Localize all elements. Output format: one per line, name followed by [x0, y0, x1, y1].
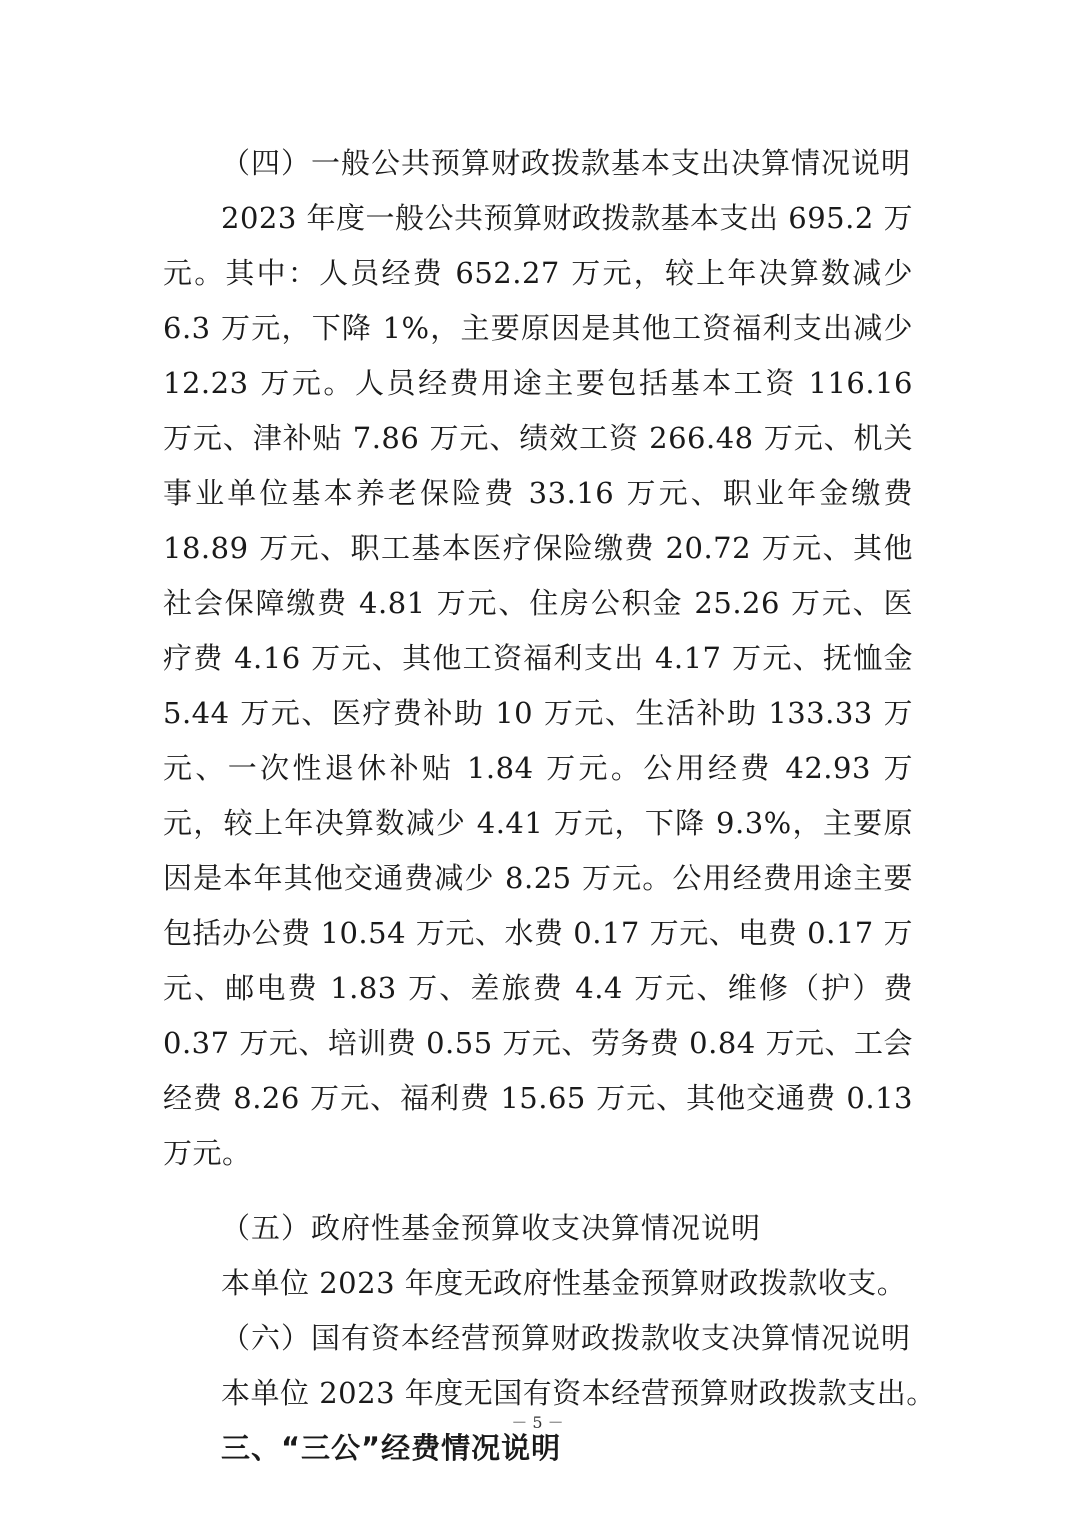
section-4-body: 2023 年度一般公共预算财政拨款基本支出 695.2 万元。其中：人员经费 652.27 万元，较上年决算数减少 6.3 万元，下降 1%，主要原因是其他工资福利支出减少 12.23 万元。人员经费用途主要包括基本工资 116.16 万元、津补贴 7.86 万元、绩效工资 266.48 万元、机关事业单位基本养老保险费 33.16 万元、职业年金缴费 18.89 万元、职工基本医疗保险缴费 20.72 万元、其他社会保障缴费 4.81 万元、住房公积金 25.26 万元、医疗费 4.16 万元、其他工资福利支出 4.17 万元、抚恤金 5.44 万元、医疗费补助 10 万元、生活补助 133.33 万元、一次性退休补贴 1.84 万元。公用经费 42.93 万元，较上年决算数减少 4.41 万元，下降 9.3%，主要原因是本年其他交通费减少 8.25 万元。公用经费用途主要包括办公费 10.54 万元、水费 0.17 万元、电费 0.17 万元、邮电费 1.83 万、差旅费 4.4 万元、维修（护）费 0.37 万元、培训费 0.55 万元、劳务费 0.84 万元、工会经费 8.26 万元、福利费 15.65 万元、其他交通费 0.13 万元。 — [163, 201, 913, 1170]
page-number: － 5 － — [511, 1413, 564, 1432]
section-5-heading: （五）政府性基金预算收支决算情况说明 — [221, 1211, 762, 1245]
page-content — [163, 136, 936, 1476]
section-5-body: 本单位 2023 年度无政府性基金预算财政拨款收支。 — [221, 1266, 907, 1300]
section-6-body: 本单位 2023 年度无国有资本经营预算财政拨款支出。 — [221, 1376, 936, 1410]
section-4-heading: （四）一般公共预算财政拨款基本支出决算情况说明 — [221, 146, 912, 180]
section-6-heading: （六）国有资本经营预算财政拨款收支决算情况说明 — [221, 1321, 912, 1355]
spacer — [163, 1181, 913, 1201]
part-3-heading: 三、“三公”经费情况说明 — [221, 1431, 562, 1465]
